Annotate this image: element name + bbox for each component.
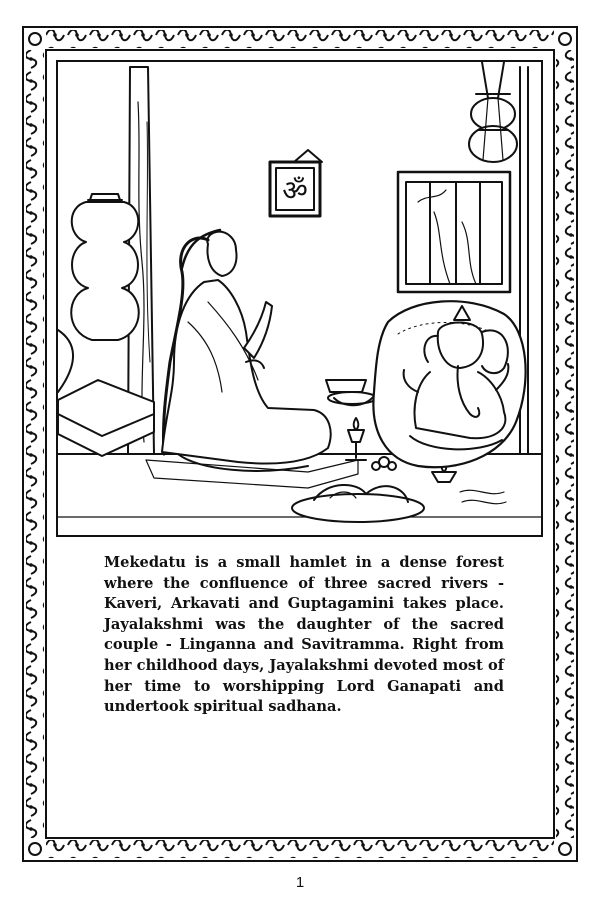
om-frame-icon	[270, 150, 322, 216]
ganesha-idol-icon	[373, 301, 525, 467]
window-icon	[398, 172, 510, 292]
hanging-pots-icon	[469, 62, 517, 162]
woman-praying-icon	[146, 230, 358, 488]
story-illustration	[56, 60, 543, 537]
flower-offering-icon	[372, 457, 396, 470]
svg-text:ॐ: ॐ	[282, 174, 308, 207]
page-number: 1	[295, 874, 305, 891]
story-paragraph: Mekedatu is a small hamlet in a dense forest where the confluence of three sacred rivers - Kaveri, Arkavati and Guptagamini takes place. Jayalakshmi was the daughter of the sacred couple - Linganna and Savitramma. Right from her childhood days, Jayalakshmi devoted most of her time to worshipping Lord Ganapati and undertook spiritual sadhana.	[104, 554, 504, 716]
